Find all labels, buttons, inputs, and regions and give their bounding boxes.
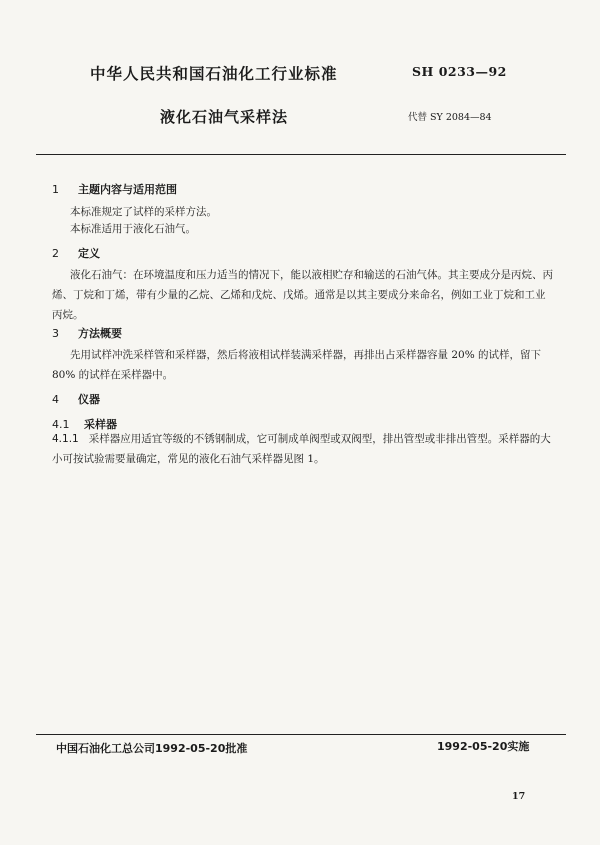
section-1-title: 主题内容与适用范围 — [78, 183, 177, 196]
section-2-heading — [52, 245, 100, 261]
section-4-1-number: 4.1 — [52, 418, 70, 431]
page-number: 17 — [512, 791, 526, 802]
replaces-note: 代替 SY 2084—84 — [408, 112, 492, 123]
section-2-number: 2 — [52, 247, 59, 260]
document-title: 液化石油气采样法 — [160, 108, 289, 126]
section-4-heading — [52, 391, 100, 407]
section-4-number: 4 — [52, 393, 59, 406]
section-1-paragraph-1: 本标准规定了试样的采样方法。 — [70, 206, 217, 218]
section-1-number: 1 — [52, 183, 59, 196]
header-divider — [36, 154, 566, 155]
section-4-title: 仪器 — [78, 393, 100, 406]
section-4-1-1-text: 采样器应用适宜等级的不锈钢制成，它可制成单阀型或双阀型，排出管型或非排出管型。采样器的大小可按试验需要量确定，常见的液化石油气采样器见图 1。 — [52, 433, 551, 465]
section-3-number: 3 — [52, 327, 59, 340]
section-4-1-1-paragraph — [52, 429, 554, 469]
section-3-title: 方法概要 — [78, 327, 122, 340]
section-4-1-title: 采样器 — [84, 418, 117, 431]
footer-divider — [36, 734, 566, 735]
section-3-heading — [52, 325, 122, 341]
section-1-paragraph-2: 本标准适用于液化石油气。 — [70, 223, 196, 235]
section-1-heading — [52, 181, 177, 197]
effective-date: 1992-05-20实施 — [437, 740, 530, 753]
standard-title: 中华人民共和国石油化工行业标准 — [90, 65, 338, 83]
issued-by: 中国石油化工总公司1992-05-20批准 — [56, 742, 248, 755]
section-2-title: 定义 — [78, 247, 100, 260]
section-3-paragraph-1: 先用试样冲洗采样管和采样器，然后将液相试样装满采样器，再排出占采样器容量 20% 的试样，留下 80% 的试样在采样器中。 — [52, 349, 542, 381]
section-4-1-1-number: 4.1.1 — [52, 433, 79, 445]
standard-code: SH 0233—92 — [412, 64, 507, 79]
section-2-paragraph-1: 液化石油气：在环境温度和压力适当的情况下，能以液相贮存和输送的石油气体。其主要成分是丙烷、丙烯、丁烷和丁烯，带有少量的乙烷、乙烯和戊烷、戊烯。通常是以其主要成分来命名，例如工业丁烷和工业丙烷。 — [52, 269, 553, 321]
